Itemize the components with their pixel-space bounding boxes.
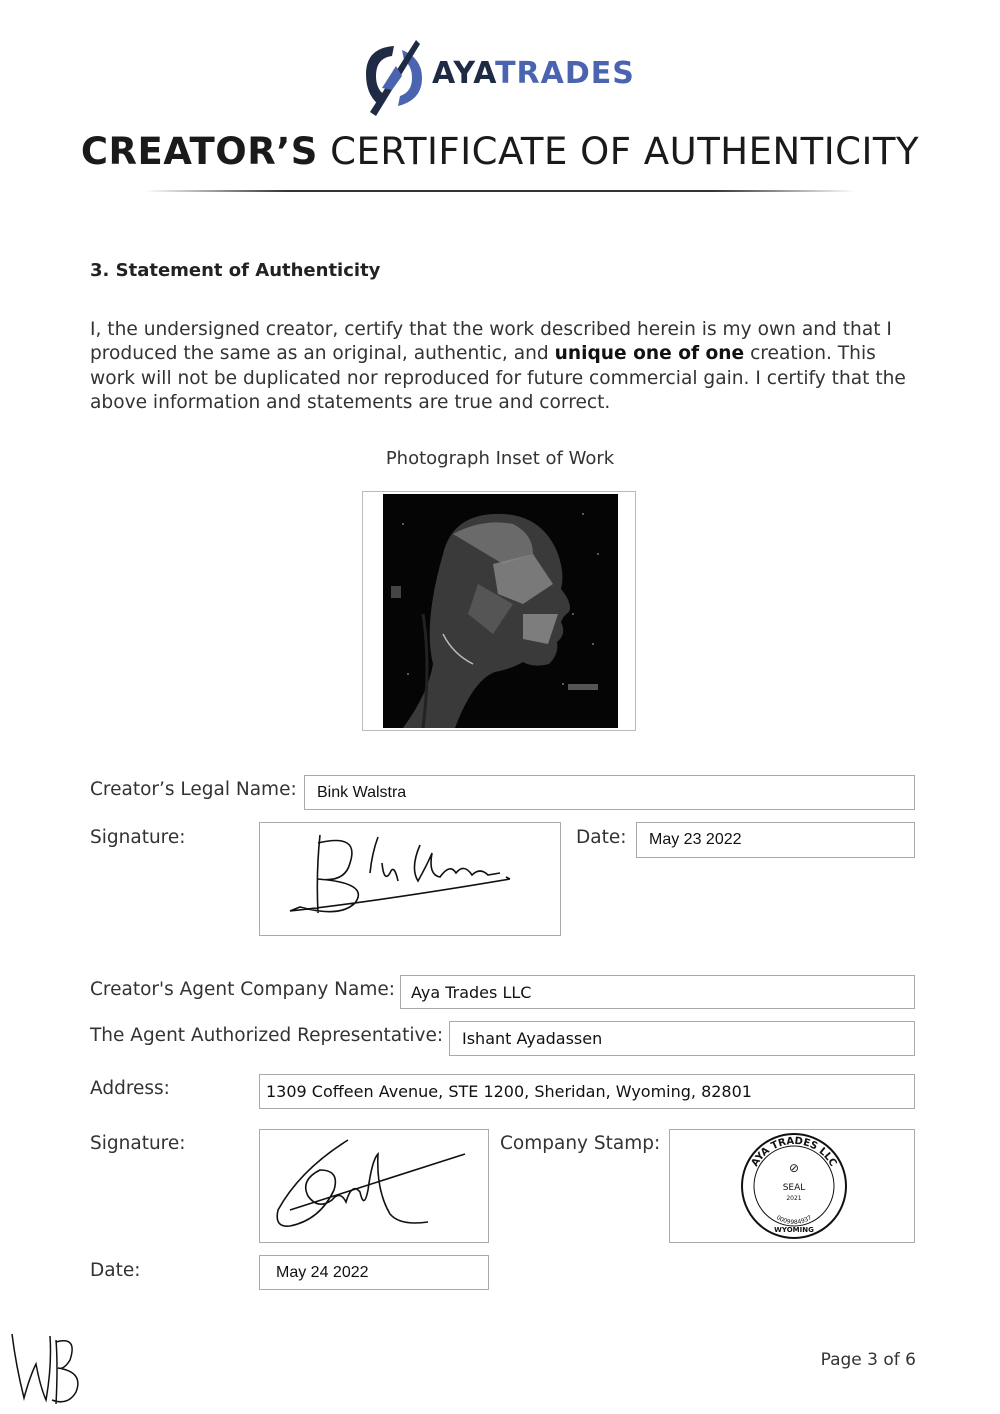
creator-signature-icon xyxy=(260,823,560,935)
statement-bold: unique one of one xyxy=(554,343,745,365)
brand-part2: TRADES xyxy=(495,56,635,91)
agent-company-label: Creator's Agent Company Name: xyxy=(90,979,395,1000)
brand-name xyxy=(432,56,635,91)
agent-rep-label: The Agent Authorized Representative: xyxy=(90,1025,444,1046)
creator-date-field[interactable]: May 23 2022 xyxy=(636,822,915,858)
stamp-bottom-text: WYOMING xyxy=(774,1226,814,1234)
address-label: Address: xyxy=(90,1078,170,1099)
agent-signature-label: Signature: xyxy=(90,1133,186,1154)
agent-date-field[interactable]: May 24 2022 xyxy=(259,1255,489,1290)
agent-date-label: Date: xyxy=(90,1260,141,1281)
stamp-label: Company Stamp: xyxy=(500,1133,661,1154)
agent-signature-box xyxy=(259,1129,489,1243)
legal-name-field[interactable]: Bink Walstra xyxy=(304,775,915,810)
artwork-photo xyxy=(383,494,618,728)
artwork-image-icon xyxy=(383,494,618,728)
agent-company-field[interactable]: Aya Trades LLC xyxy=(400,975,915,1009)
stamp-top-text: AYA TRADES LLC xyxy=(749,1135,839,1169)
document-title xyxy=(0,130,1000,173)
title-divider xyxy=(145,190,855,192)
creator-signature-label: Signature: xyxy=(90,827,186,848)
stamp-side-text: 0009984937 xyxy=(774,1214,814,1227)
title-bold: CREATOR’S xyxy=(80,130,318,173)
initials-signature-icon xyxy=(6,1326,86,1410)
agent-signature-icon xyxy=(260,1130,488,1242)
legal-name-label: Creator’s Legal Name: xyxy=(90,779,297,800)
statement-text xyxy=(90,318,920,416)
company-stamp-box xyxy=(669,1129,915,1243)
section-heading: 3. Statement of Authenticity xyxy=(90,260,381,281)
creator-signature-box xyxy=(259,822,561,936)
statement-text-2: creation. This work will not be duplicated nor reproduced for future commercial gain. I certify that the above information and statements are true and correct. xyxy=(90,343,906,414)
company-seal-icon xyxy=(670,1130,914,1242)
brand-part1: AYA xyxy=(432,56,496,91)
page-number: Page 3 of 6 xyxy=(820,1350,916,1370)
creator-date-label: Date: xyxy=(576,827,627,848)
stamp-icon-glyph: ⊘ xyxy=(788,1161,800,1175)
stamp-year-text: 2021 xyxy=(786,1195,802,1202)
stamp-seal-text: SEAL xyxy=(782,1183,806,1193)
title-rest: CERTIFICATE OF AUTHENTICITY xyxy=(317,130,920,173)
photo-label: Photograph Inset of Work xyxy=(385,448,615,469)
address-field[interactable]: 1309 Coffeen Avenue, STE 1200, Sheridan, Wyoming, 82801 xyxy=(259,1074,915,1109)
statement-text-1: I, the undersigned creator, certify that the work described herein is my own and that I produced the same as an original, authentic, and xyxy=(90,319,892,365)
agent-rep-field[interactable]: Ishant Ayadassen xyxy=(449,1021,915,1056)
